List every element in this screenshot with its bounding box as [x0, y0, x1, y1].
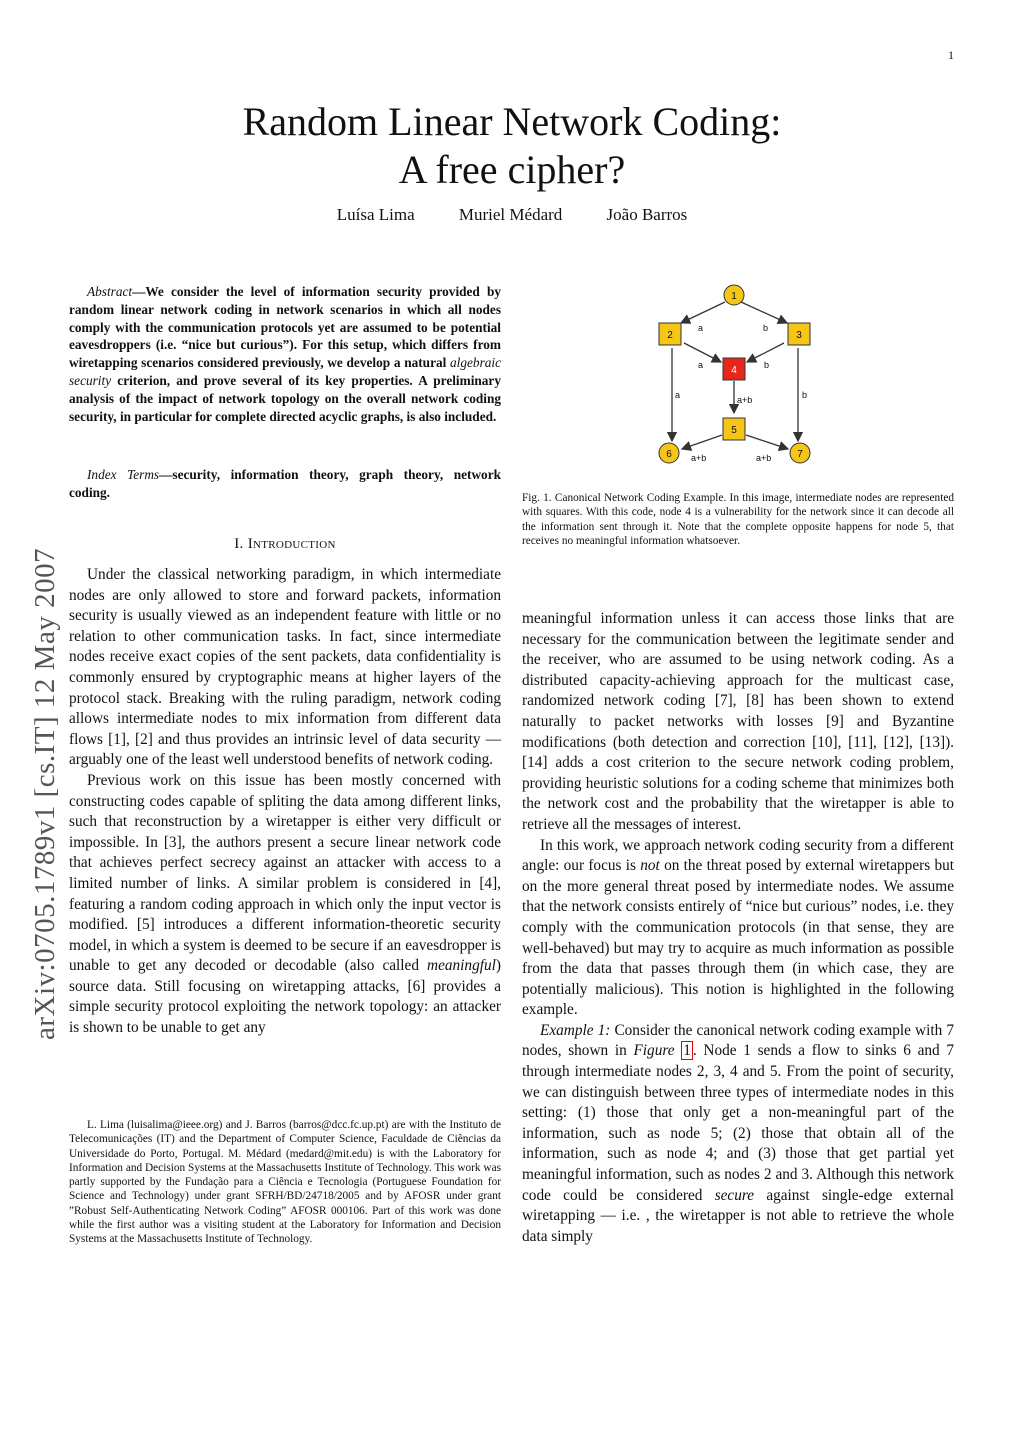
section-heading [69, 536, 501, 553]
abstract-emphasis: algebraic security [69, 355, 501, 388]
edge-label: a [698, 360, 704, 370]
author-name: Luísa Lima [336, 205, 415, 224]
title-line-2: A free cipher? [398, 147, 626, 192]
edge-label: b [764, 360, 770, 370]
paragraph: meaningful information unless it can access those links that are necessary for the communication between the legitimate sender and the receiver, who are assumed to be using network coding. As a distributed capacity-achieving approach for the multicast case, randomized network coding [7], [8] has been shown to extend naturally to packet networks with losses [9] and Byzantine modifications (both detection and correction [10], [11], [12], [13]). [14] adds a cost criterion to the secure network coding problem, providing heuristic solutions for a coding scheme that minimizes both the network cost and the probability that the wiretapper is able to retrieve all the messages of interest. [522, 610, 954, 833]
abstract: Abstract—We consider the level of information security provided by random linear network coding in network scenarios in which all nodes comply with the communication protocols yet are assumed to be potential eavesdroppers (i.e. “nice but curious”). For this setup, which differs from wiretapping scenarios considered previously, we develop a natural algebraic security criterion, and prove several of its key properties. A preliminary analysis of the impact of network topology on the overall network coding security, in particular for complete directed acyclic graphs, is also included. [69, 284, 501, 424]
right-column-body [522, 609, 954, 1247]
title-line-1: Random Linear Network Coding: [242, 99, 782, 144]
edge-label: b [763, 323, 769, 333]
author-name: João Barros [606, 205, 688, 224]
edge-label: a+b [737, 395, 753, 405]
paragraph: In this work, we approach network coding security from a different angle: our focus is not on the threat posed by external wiretappers but on the more general threat posed by intermediate nodes. We assume that the network consists entirely of “nice but curious” nodes, i.e. they comply with the communication protocols (in that sense, they are well-behaved) but may try to acquire as much information as possible from the data that passes through them (in which case, they are potentially malicious). This notion is highlighted in the following example. [522, 836, 954, 1019]
index-terms-text: security, information theory, graph theory, network coding. [69, 467, 501, 500]
edge-label: a+b [756, 453, 772, 463]
author-list [0, 205, 1024, 225]
index-terms: Index Terms—security, information theory, graph theory, network coding. [69, 467, 501, 500]
abstract-label: Abstract [87, 284, 133, 299]
node-label: 1 [731, 291, 737, 302]
edge-label: a [675, 390, 681, 400]
figure-caption: Fig. 1. Canonical Network Coding Example. In this image, intermediate nodes are represented with squares. With this code, node 4 is a vulnerability for the network since it can decode all the information sent through it. Note that the complete opposite happens for node 5, that receives no meaningful information whatsoever. [522, 492, 954, 547]
edge-label: a [698, 323, 704, 333]
edge [741, 302, 787, 323]
paragraph: Under the classical networking paradigm, in which intermediate nodes are only allowed to store and forward packets, information security is usually viewed as an independent feature with little or no relation to other communication tasks. In fact, since intermediate nodes receive exact copies of the sent packets, data confidentiality is commonly ensured by cryptographic means at higher layers of the protocol stack. Breaking with the ruling paradigm, network coding allows intermediate nodes to mix information from different data flows [1], [2] and thus provides an intrinsic level of data security — arguably one of the least well understood benefits of network coding. [69, 566, 501, 769]
edge [681, 302, 725, 323]
node-label: 2 [667, 330, 673, 341]
author-footnote: L. Lima (luisalima@ieee.org) and J. Barros (barros@dcc.fc.up.pt) are with the Instituto de Telecomunicações (IT) and the Department of Computer Science, Faculdade de Ciências da Universidade do Porto, Portugal. M. Médard (medard@mit.edu) is with the Laboratory for Information and Decision Systems at the Massachusetts Institute of Technology. This work was partly supported by the Fundação para a Ciência e Tecnologia (Portuguese Foundation for Science and Technology) under grant SFRH/BD/24718/2005 and by AFOSR under grant ”Robust Self-Authenticating Network Coding” AFOSR 000106. Part of this work was done while the first author was a visiting student at the Laboratory for Information and Decision Systems at the Massachusetts Institute of Technology. [69, 1119, 501, 1246]
edge-label: b [802, 390, 808, 400]
example-label: Example 1: [540, 1021, 611, 1039]
index-terms-label: Index Terms [87, 467, 160, 482]
example-paragraph: Example 1: Consider the canonical network coding example with 7 nodes, shown in Figure 1 . Node 1 sends a flow to sinks 6 and 7 through intermediate nodes 2, 3, 4 and 5. From the point of security, we can distinguish between three types of intermediate nodes in this setting: (1) those that only get a non-meaningful part of the information, such as node 5; (2) those that obtain all of the information, such as node 4; and (3) those that get partial yet meaningful information, such as nodes 2 and 3. Although this network code could be considered secure against single-edge external wiretapping — i.e. , the wiretapper is not able to retrieve the whole data simply [522, 1021, 954, 1245]
node-label: 4 [731, 365, 737, 376]
abstract-text: We consider the level of information security provided by random linear network coding in network scenarios in which all nodes comply with the communication protocols yet are assumed to be potential eavesdroppers (i.e. “nice but curious”). For this setup, which differs from wiretapping scenarios considered previously, we develop a natural [69, 284, 501, 371]
introduction-body [69, 565, 501, 1039]
node-label: 3 [796, 330, 802, 341]
paragraph: Previous work on this issue has been mostly concerned with constructing codes capable of spliting the data among different links, such that reconstruction by a wiretapper is either very difficult or impossible. In [3], the authors present a secure linear network code that achieves perfect secrecy against an attacker with access to a limited number of links. A similar problem is considered in [4], featuring a random coding approach in which only the input vector is modified. [5] introduces a different information-theoretic security model, in which a system is deemed to be secure if an eavesdropper is unable to get any decoded or decodable (also called meaningful) source data. Still focusing on wiretapping attacks, [6] provides a simple security protocol exploiting the network topology: an attacker is shown to be unable to get any [69, 771, 501, 1037]
edge [746, 435, 788, 449]
section-number: I. [234, 536, 244, 552]
node-label: 6 [666, 449, 672, 460]
author-name: Muriel Médard [458, 205, 563, 224]
paper-title [0, 98, 1024, 194]
edge [682, 435, 722, 449]
network-coding-figure [640, 280, 840, 470]
edge-label: a+b [691, 453, 707, 463]
arxiv-sidebar-stamp: arXiv:0705.1789v1 [cs.IT] 12 May 2007 [29, 547, 61, 1040]
page-number: 1 [948, 48, 954, 62]
figure-reference-link[interactable]: 1 [683, 1042, 691, 1060]
section-title: Introduction [247, 536, 336, 552]
node-label: 7 [797, 449, 803, 460]
node-label: 5 [731, 425, 737, 436]
